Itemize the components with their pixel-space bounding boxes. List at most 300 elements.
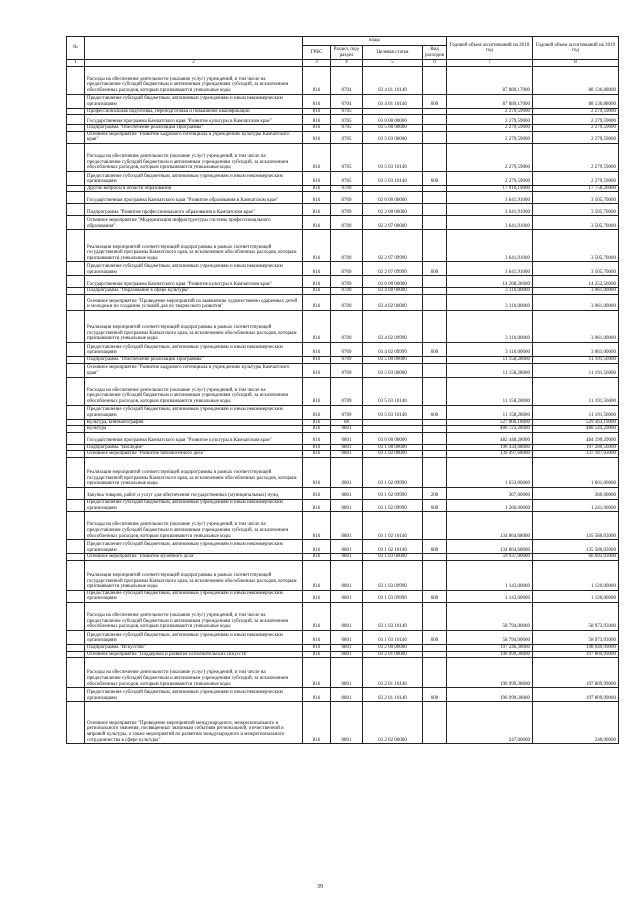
row-expense-type (423, 560, 447, 590)
row-grbs: 816 (303, 488, 331, 500)
row-grbs: 816 (303, 451, 331, 458)
row-expense-type (423, 357, 447, 364)
table-row (67, 444, 619, 451)
row-target-article: 03 1 03 09990 (363, 560, 423, 590)
row-expense-type (423, 363, 447, 377)
row-number (67, 540, 85, 554)
row-expense-type (423, 432, 447, 444)
row-name: Предоставление субсидий бюджетным, автономным учреждениям и иным некоммерческим организациям (85, 500, 303, 512)
row-name: Основное мероприятие "Проведение мероприятий международного, межрегионального и регионального значения, посвященных значимым событиям региональной, отечественной и мировой культуры, а также мероприятий по развитию международного и межрегионального сотрудничества в сфере культуры" (85, 702, 303, 744)
row-amount-2018: 482 448,28000 (447, 432, 533, 444)
row-grbs: 816 (303, 554, 331, 561)
row-number (67, 631, 85, 645)
row-expense-type: 600 (423, 688, 447, 702)
row-amount-2019: 2 279,59000 (533, 108, 619, 115)
row-amount-2018: 1 633,00000 (447, 458, 533, 488)
row-target-article: 03 5 03 00000 (363, 131, 423, 143)
row-section: 0801 (331, 658, 363, 688)
row-amount-2018: 58 794,00000 (447, 603, 533, 631)
row-section: 0709 (331, 288, 363, 295)
row-grbs: 816 (303, 444, 331, 451)
row-amount-2018: 2 279,59000 (447, 131, 533, 143)
row-amount-2018: 1 143,00000 (447, 560, 533, 590)
row-number (67, 125, 85, 132)
table-row (67, 500, 619, 512)
row-grbs: 816 (303, 115, 331, 125)
row-grbs: 816 (303, 276, 331, 288)
row-target-article: 03 5 00 00000 (363, 357, 423, 364)
table-row (67, 651, 619, 658)
col-num-1: 1 (67, 60, 85, 67)
row-section: 0709 (331, 363, 363, 377)
row-name: Реализация мероприятий соответствующей подпрограммы в рамках соответствующей государственной программы Камчатского края, за исключением обособленных расходов, которым присваиваются уникальные коды (85, 458, 303, 488)
row-expense-type (423, 603, 447, 631)
row-expense-type (423, 131, 447, 143)
row-amount-2018: 58 794,00000 (447, 631, 533, 645)
row-name: Предоставление субсидий бюджетным, автономным учреждениям и иным некоммерческим организациям (85, 540, 303, 554)
table-row (67, 66, 619, 94)
row-amount-2019: 529 363,19000 (533, 419, 619, 426)
row-number (67, 377, 85, 405)
row-grbs: 816 (303, 603, 331, 631)
row-section: 0705 (331, 143, 363, 171)
table-row (67, 295, 619, 311)
row-expense-type (423, 276, 447, 288)
table-row (67, 458, 619, 488)
row-amount-2018: 2 279,59000 (447, 108, 533, 115)
row-name: Государственная программа Камчатского края "Развитие образования в Камчатском крае" (85, 192, 303, 204)
row-name: Закупка товаров, работ и услуг для обеспечения государственных (муниципальных) нужд (85, 488, 303, 500)
row-grbs: 816 (303, 702, 331, 744)
row-expense-type (423, 419, 447, 426)
row-name: Подпрограмма "Образование в сфере культуры" (85, 288, 303, 295)
row-number (67, 185, 85, 192)
table-row (67, 311, 619, 343)
row-amount-2019: 3 061,00000 (533, 343, 619, 357)
table-row (67, 377, 619, 405)
row-section: 08 (331, 419, 363, 426)
row-amount-2018: 3 110,00000 (447, 288, 533, 295)
row-target-article: 03 0 00 00000 (363, 276, 423, 288)
row-amount-2019: 197 809,99000 (533, 651, 619, 658)
table-row (67, 192, 619, 204)
row-section: 0801 (331, 432, 363, 444)
row-number (67, 560, 85, 590)
row-amount-2018: 11 158,28000 (447, 357, 533, 364)
row-number (67, 143, 85, 171)
header-section: Раздел, под-раздел (331, 46, 363, 60)
table-row (67, 688, 619, 702)
row-grbs: 816 (303, 458, 331, 488)
row-number (67, 363, 85, 377)
row-grbs: 816 (303, 131, 331, 143)
row-target-article: 03 1 02 10140 (363, 512, 423, 540)
row-target-article: 02 2 00 00000 (363, 204, 423, 216)
row-amount-2019: 2 279,59000 (533, 125, 619, 132)
row-amount-2018: 190 434,68000 (447, 444, 533, 451)
table-row (67, 554, 619, 561)
row-number (67, 94, 85, 108)
row-target-article: 02 2 07 09990 (363, 230, 423, 262)
row-name: Реализация мероприятий соответствующей подпрограммы в рамках соответствующей государственной программы Камчатского края, за исключением обособленных расходов, которым присваиваются уникальные коды (85, 230, 303, 262)
row-target-article: 03 1 02 00000 (363, 451, 423, 458)
row-grbs: 816 (303, 426, 331, 433)
row-grbs: 816 (303, 230, 331, 262)
row-expense-type (423, 295, 447, 311)
row-expense-type (423, 230, 447, 262)
row-number (67, 500, 85, 512)
row-section: 0801 (331, 702, 363, 744)
row-amount-2019: 3 061,00000 (533, 288, 619, 295)
row-amount-2019: 135 586,03000 (533, 540, 619, 554)
row-amount-2018: 134 864,68000 (447, 512, 533, 540)
header-year-2019: Годовой объем ассигнований на 2019 год (533, 37, 619, 60)
row-section: 0709 (331, 230, 363, 262)
row-amount-2018: 1 143,00000 (447, 590, 533, 602)
row-amount-2018: 17 910,19000 (447, 185, 533, 192)
row-amount-2018: 2 279,59000 (447, 143, 533, 171)
row-grbs: 816 (303, 125, 331, 132)
row-number (67, 651, 85, 658)
row-target-article: 03 5 03 00000 (363, 363, 423, 377)
row-amount-2018: 87 889,17000 (447, 94, 533, 108)
table-row (67, 540, 619, 554)
row-amount-2019: 3 505,70000 (533, 204, 619, 216)
row-expense-type (423, 115, 447, 125)
row-number (67, 288, 85, 295)
row-amount-2019: 2 279,59000 (533, 143, 619, 171)
row-number (67, 276, 85, 288)
row-name: Расходы на обеспечение деятельности (оказание услуг) учреждений, в том числе на предоставление субсидий бюджетным и автономным учреждениям субсидий, за исключением обособленных расходов, которым присваиваются уникальные коды (85, 143, 303, 171)
row-section: 0709 (331, 192, 363, 204)
row-amount-2019: 58 973,93000 (533, 631, 619, 645)
row-section: 0709 (331, 357, 363, 364)
col-num-8: 8 (533, 60, 619, 67)
row-number (67, 192, 85, 204)
row-number (67, 343, 85, 357)
row-section: 0704 (331, 66, 363, 94)
row-name: Основное мероприятие "Модернизация инфраструктуры системы профессионального образования" (85, 216, 303, 230)
row-amount-2018: 3 641,91000 (447, 230, 533, 262)
table-row (67, 451, 619, 458)
table-row (67, 603, 619, 631)
table-row (67, 288, 619, 295)
row-name: Предоставление субсидий бюджетным, автономным учреждениям и иным некоммерческим организациям (85, 405, 303, 419)
row-name: Предоставление субсидий бюджетным, автономным учреждениям и иным некоммерческим организациям (85, 171, 303, 185)
row-section: 0801 (331, 540, 363, 554)
row-expense-type (423, 143, 447, 171)
table-row (67, 204, 619, 216)
row-target-article: 03 1 02 09990 (363, 458, 423, 488)
row-section: 0801 (331, 458, 363, 488)
table-row (67, 143, 619, 171)
row-section: 0705 (331, 108, 363, 115)
row-target-article: 03 1 03 09990 (363, 590, 423, 602)
row-section: 0709 (331, 185, 363, 192)
row-section: 0801 (331, 631, 363, 645)
row-number (67, 357, 85, 364)
row-name: Основное мероприятие "Проведение мероприятий по выявлению художественно одаренных детей и молодежи по созданию условий для их творческого развития" (85, 295, 303, 311)
row-amount-2019: 197 809,99000 (533, 658, 619, 688)
row-grbs: 816 (303, 645, 331, 652)
row-expense-type: 600 (423, 262, 447, 276)
row-grbs: 816 (303, 658, 331, 688)
row-amount-2019: 3 505,70000 (533, 216, 619, 230)
row-section: 0801 (331, 651, 363, 658)
row-amount-2019: 2 279,59000 (533, 131, 619, 143)
row-amount-2018: 2 279,59000 (447, 125, 533, 132)
row-amount-2018: 486 723,28000 (447, 426, 533, 433)
row-number (67, 554, 85, 561)
row-number (67, 488, 85, 500)
header-year-2018: Годовой объем ассигнований на 2018 год (447, 37, 533, 60)
table-row (67, 230, 619, 262)
row-section: 0709 (331, 262, 363, 276)
row-number (67, 311, 85, 343)
row-target-article: 03 5 03 10140 (363, 377, 423, 405)
row-section: 0705 (331, 131, 363, 143)
row-name: Культура (85, 426, 303, 433)
row-amount-2019: 1 241,00000 (533, 500, 619, 512)
row-expense-type (423, 554, 447, 561)
row-target-article: 03 2 00 00000 (363, 645, 423, 652)
row-grbs: 816 (303, 311, 331, 343)
row-amount-2019: 88 136,88000 (533, 66, 619, 94)
row-expense-type (423, 458, 447, 488)
table-row (67, 488, 619, 500)
row-grbs: 816 (303, 590, 331, 602)
row-section: 0801 (331, 512, 363, 540)
row-amount-2019: 3 061,00000 (533, 295, 619, 311)
row-section: 0705 (331, 115, 363, 125)
row-number (67, 419, 85, 426)
row-grbs: 816 (303, 288, 331, 295)
row-name: Расходы на обеспечение деятельности (оказание услуг) учреждений, в том числе на предоставление субсидий бюджетным и автономным учреждениям субсидий, за исключением обособленных расходов, которым присваиваются уникальные коды (85, 66, 303, 94)
col-num-7: 7 (447, 60, 533, 67)
header-codes: коды (303, 37, 447, 46)
row-section: 0709 (331, 276, 363, 288)
header-expense-type: Вид расходов (423, 46, 447, 60)
row-expense-type (423, 444, 447, 451)
row-expense-type: 600 (423, 343, 447, 357)
row-target-article: 03 2 01 10140 (363, 658, 423, 688)
row-amount-2018: 2 279,59000 (447, 171, 533, 185)
row-amount-2018: 196 999,38000 (447, 651, 533, 658)
row-amount-2019: 60 093,93000 (533, 554, 619, 561)
row-amount-2018: 136 497,68000 (447, 451, 533, 458)
row-amount-2019: 58 973,93000 (533, 603, 619, 631)
table-row (67, 702, 619, 744)
table-row (67, 125, 619, 132)
row-grbs: 816 (303, 688, 331, 702)
row-amount-2018: 3 641,91000 (447, 204, 533, 216)
table-row (67, 343, 619, 357)
row-section: 0709 (331, 204, 363, 216)
row-amount-2019: 3 505,70000 (533, 262, 619, 276)
table-row (67, 115, 619, 125)
row-target-article: 03 1 03 10140 (363, 631, 423, 645)
row-name: Расходы на обеспечение деятельности (оказание услуг) учреждений, в том числе на предоставление субсидий бюджетным и автономным учреждениям субсидий, за исключением обособленных расходов, которым присваиваются уникальные коды (85, 603, 303, 631)
header-number: № (67, 37, 85, 60)
row-section: 0801 (331, 688, 363, 702)
table-row (67, 426, 619, 433)
table-row (67, 645, 619, 652)
row-target-article: 03 0 00 00000 (363, 115, 423, 125)
row-expense-type (423, 651, 447, 658)
row-target-article: 03 5 03 10140 (363, 405, 423, 419)
row-grbs: 816 (303, 262, 331, 276)
row-amount-2018: 11 158,28000 (447, 363, 533, 377)
table-row (67, 108, 619, 115)
row-section: 0709 (331, 343, 363, 357)
row-expense-type (423, 216, 447, 230)
row-grbs: 816 (303, 560, 331, 590)
row-name: Реализация мероприятий соответствующей подпрограммы в рамках соответствующей государственной программы Камчатского края, за исключением обособленных расходов, которым присваиваются уникальные коды (85, 560, 303, 590)
row-amount-2018: 3 641,91000 (447, 216, 533, 230)
row-amount-2018: 134 864,68000 (447, 540, 533, 554)
row-target-article: 03 2 02 00000 (363, 702, 423, 744)
row-section: 0801 (331, 451, 363, 458)
row-amount-2018: 196 999,38000 (447, 688, 533, 702)
row-name: Предоставление субсидий бюджетным, автономным учреждениям и иным некоммерческим организациям (85, 343, 303, 357)
row-amount-2019: 2 279,59000 (533, 171, 619, 185)
row-section: 0801 (331, 500, 363, 512)
row-grbs: 816 (303, 432, 331, 444)
row-target-article: 02 2 07 00000 (363, 216, 423, 230)
row-name: Предоставление субсидий бюджетным, автономным учреждениям и иным некоммерческим организациям (85, 631, 303, 645)
row-amount-2019: 1 601,00000 (533, 458, 619, 488)
row-amount-2019: 3 061,00000 (533, 311, 619, 343)
row-number (67, 702, 85, 744)
row-amount-2018: 247,00000 (447, 702, 533, 744)
row-target-article: 03 4 01 10140 (363, 94, 423, 108)
row-name: Основное мероприятие "Развитие библиотечного дела" (85, 451, 303, 458)
page-number: 39 (317, 884, 323, 890)
row-target-article: 02 0 00 00000 (363, 192, 423, 204)
table-row (67, 131, 619, 143)
row-amount-2019: 3 505,70000 (533, 230, 619, 262)
row-target-article: 03 1 02 09990 (363, 500, 423, 512)
row-amount-2019: 197 809,99000 (533, 688, 619, 702)
header-target-article: Целевая статья (363, 46, 423, 60)
row-grbs: 816 (303, 295, 331, 311)
row-target-article: 02 2 07 09990 (363, 262, 423, 276)
row-section: 0709 (331, 377, 363, 405)
row-amount-2019: 137 187,03000 (533, 451, 619, 458)
row-section: 0801 (331, 554, 363, 561)
row-target-article (363, 426, 423, 433)
row-name: Основное мероприятие "Развитие кадрового потенциала в учреждениях культуры Камчатского края" (85, 131, 303, 143)
col-num-4: 4 (331, 60, 363, 67)
row-grbs: 816 (303, 512, 331, 540)
row-name: Культура, кинематография (85, 419, 303, 426)
row-target-article: 03 4 02 00000 (363, 295, 423, 311)
row-number (67, 115, 85, 125)
row-amount-2019: 240,00000 (533, 702, 619, 744)
row-name: Предоставление субсидий бюджетным, автономным учреждениям и иным некоммерческим организациям (85, 262, 303, 276)
table-row (67, 658, 619, 688)
table-row (67, 560, 619, 590)
row-amount-2019: 88 136,88000 (533, 94, 619, 108)
row-name: Предоставление субсидий бюджетным, автономным учреждениям и иным некоммерческим организациям (85, 688, 303, 702)
row-section: 0801 (331, 645, 363, 652)
table-row (67, 94, 619, 108)
row-amount-2018: 197 246,38000 (447, 645, 533, 652)
row-name: Основное мероприятие "Развитие кадрового потенциала в учреждениях культуры Камчатского края" (85, 363, 303, 377)
row-grbs: 816 (303, 343, 331, 357)
row-amount-2018: 367,00000 (447, 488, 533, 500)
row-amount-2018: 14 268,28000 (447, 276, 533, 288)
row-target-article: 03 1 00 00000 (363, 444, 423, 451)
row-amount-2018: 2 279,59000 (447, 115, 533, 125)
row-grbs: 816 (303, 108, 331, 115)
row-number (67, 658, 85, 688)
row-name: Предоставление субсидий бюджетным, автономным учреждениям и иным некоммерческим организациям (85, 590, 303, 602)
row-expense-type (423, 658, 447, 688)
row-grbs: 816 (303, 204, 331, 216)
table-row (67, 357, 619, 364)
row-number (67, 603, 85, 631)
row-expense-type: 600 (423, 631, 447, 645)
row-target-article (363, 419, 423, 426)
row-target-article: 03 4 00 00000 (363, 288, 423, 295)
row-amount-2019: 11 191,56000 (533, 357, 619, 364)
row-target-article: 03 5 00 00000 (363, 125, 423, 132)
row-expense-type (423, 426, 447, 433)
table-body (67, 66, 619, 744)
row-number (67, 171, 85, 185)
row-amount-2019: 11 191,56000 (533, 405, 619, 419)
row-section: 0709 (331, 405, 363, 419)
table-row (67, 631, 619, 645)
row-target-article: 03 5 03 10140 (363, 171, 423, 185)
row-expense-type: 600 (423, 500, 447, 512)
row-grbs: 816 (303, 192, 331, 204)
header-name (85, 37, 303, 60)
table-row (67, 432, 619, 444)
row-grbs: 816 (303, 363, 331, 377)
row-number (67, 444, 85, 451)
row-amount-2019: 3 505,70000 (533, 192, 619, 204)
row-number (67, 458, 85, 488)
row-section: 0801 (331, 590, 363, 602)
table-row (67, 262, 619, 276)
row-name: Подпрограмма "Наследие" (85, 444, 303, 451)
row-grbs: 816 (303, 143, 331, 171)
row-number (67, 66, 85, 94)
row-grbs: 816 (303, 66, 331, 94)
row-grbs: 816 (303, 357, 331, 364)
row-grbs: 816 (303, 631, 331, 645)
row-section: 0709 (331, 311, 363, 343)
row-number (67, 108, 85, 115)
row-amount-2019: 2 279,59000 (533, 115, 619, 125)
table-row (67, 405, 619, 419)
row-amount-2018: 3 110,00000 (447, 343, 533, 357)
row-expense-type (423, 512, 447, 540)
row-number (67, 426, 85, 433)
row-target-article: 03 2 01 00000 (363, 651, 423, 658)
row-expense-type (423, 125, 447, 132)
row-expense-type (423, 451, 447, 458)
row-name: Подпрограмма "Обеспечение реализации Программы" (85, 125, 303, 132)
table-row (67, 590, 619, 602)
row-expense-type: 600 (423, 94, 447, 108)
row-number (67, 432, 85, 444)
row-target-article (363, 185, 423, 192)
row-expense-type: 600 (423, 405, 447, 419)
row-amount-2018: 3 110,00000 (447, 295, 533, 311)
